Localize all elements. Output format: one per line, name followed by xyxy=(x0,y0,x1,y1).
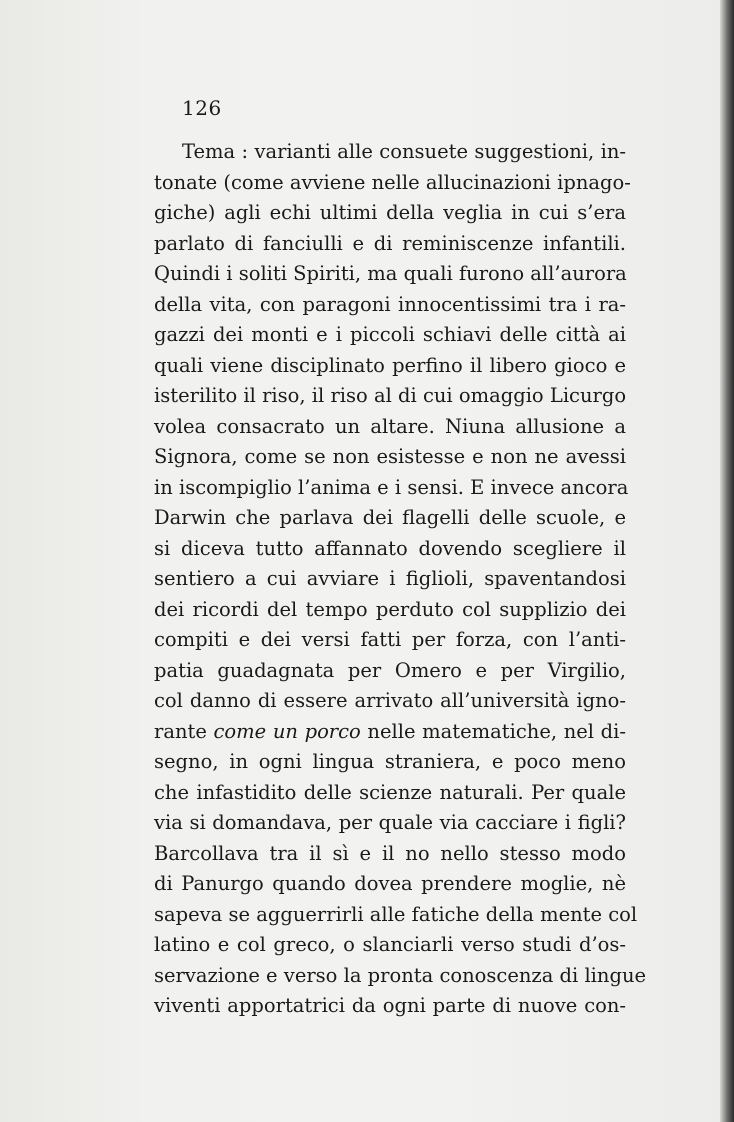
text-line: segno, in ogni lingua straniera, e poco meno xyxy=(154,750,626,773)
text-line: servazione e verso la pronta conoscenza di lingue xyxy=(154,963,647,987)
text-line: viventi apportatrici da ogni parte di nuove con- xyxy=(154,994,626,1017)
text-line: compiti e dei versi fatti per forza, con l’anti- xyxy=(154,628,626,651)
italic-emphasis: come un porco xyxy=(213,719,361,743)
text-line: Signora, come se non esistesse e non ne avessi xyxy=(154,445,626,468)
text-line: col danno di essere arrivato all’università igno- xyxy=(154,689,626,712)
text-segment: nelle matematiche, nel di- xyxy=(360,719,626,743)
text-line: parlato di fanciulli e di reminiscenze infantili. xyxy=(154,231,626,255)
text-line: gazzi dei monti e i piccoli schiavi delle città ai xyxy=(154,323,626,346)
text-line: Barcollava tra il sì e il no nello stesso modo xyxy=(154,841,626,865)
page-number: 126 xyxy=(182,96,222,120)
text-line: Quindi i soliti Spiriti, ma quali furono all’aurora xyxy=(154,262,627,285)
text-line: dei ricordi del tempo perduto col supplizio dei xyxy=(154,597,626,621)
page-binding-edge xyxy=(720,0,734,1122)
body-text xyxy=(154,137,647,1022)
text-line: Tema : varianti alle consuete suggestioni, in- xyxy=(182,140,626,163)
text-line: giche) agli echi ultimi della veglia in cui s’era xyxy=(154,201,626,224)
text-line-with-emphasis xyxy=(154,717,626,748)
text-line: della vita, con paragoni innocentissimi tra i ra- xyxy=(154,292,626,316)
text-line: isterilito il riso, il riso al di cui omaggio Licurgo xyxy=(154,384,627,407)
text-line: di Panurgo quando dovea prendere moglie, nè xyxy=(154,872,626,895)
text-line: quali viene disciplinato perfino il libero gioco e xyxy=(154,353,626,377)
text-line: via si domandava, per quale via cacciare i figli? xyxy=(154,811,626,834)
text-line: che infastidito delle scienze naturali. Per quale xyxy=(154,780,626,804)
text-line: in iscompiglio l’anima e i sensi. E invece ancora xyxy=(154,475,629,499)
text-line: tonate (come avviene nelle allucinazioni ipnago- xyxy=(154,170,631,194)
text-line: Darwin che parlava dei flagelli delle scuole, e xyxy=(154,506,626,529)
text-line: si diceva tutto affannato dovendo scegliere il xyxy=(154,536,626,560)
text-segment: rante xyxy=(154,719,214,743)
text-line: latino e col greco, o slanciarli verso studi d’os- xyxy=(154,933,626,956)
text-line: sentiero a cui avviare i figlioli, spaventandosi xyxy=(154,567,626,590)
text-line: volea consacrato un altare. Niuna allusione a xyxy=(154,414,626,438)
text-line: sapeva se agguerrirli alle fatiche della mente col xyxy=(154,902,638,926)
text-line: patia guadagnata per Omero e per Virgilio, xyxy=(154,658,626,682)
